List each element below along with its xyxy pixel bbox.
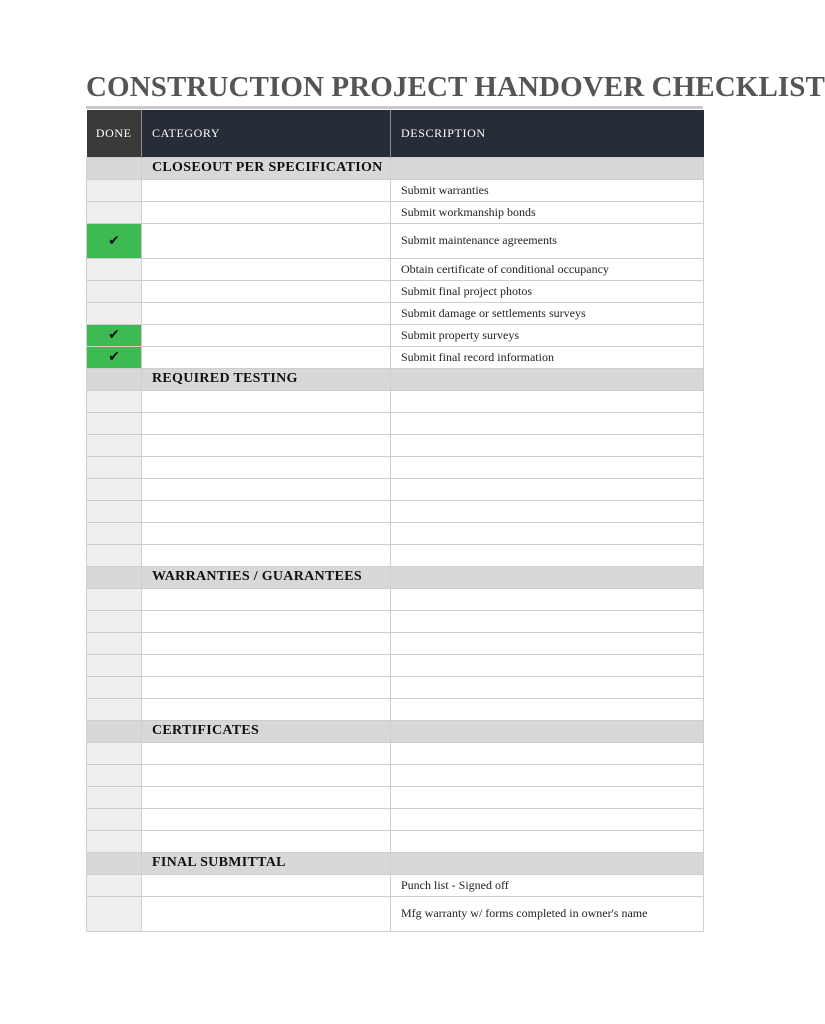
description-cell[interactable]	[391, 456, 704, 478]
description-cell[interactable]	[391, 632, 704, 654]
done-checkbox	[87, 368, 142, 390]
category-cell[interactable]	[142, 786, 391, 808]
handover-checklist-table	[86, 110, 704, 932]
category-cell[interactable]	[142, 588, 391, 610]
section-row	[87, 852, 704, 874]
done-checkbox-checked[interactable]	[87, 324, 142, 346]
description-cell	[391, 566, 704, 588]
checklist-row	[87, 698, 704, 720]
done-checkbox	[87, 720, 142, 742]
done-checkbox[interactable]	[87, 412, 142, 434]
checklist-row	[87, 346, 704, 368]
checklist-row	[87, 302, 704, 324]
done-checkbox[interactable]	[87, 610, 142, 632]
description-cell[interactable]: Submit workmanship bonds	[391, 201, 704, 223]
checkmark-icon: ✔	[108, 349, 120, 365]
checklist-row	[87, 654, 704, 676]
description-cell[interactable]	[391, 434, 704, 456]
section-row	[87, 368, 704, 390]
done-checkbox[interactable]	[87, 522, 142, 544]
checklist-row	[87, 478, 704, 500]
done-checkbox[interactable]	[87, 201, 142, 223]
checklist-row	[87, 201, 704, 223]
description-column-header: DESCRIPTION	[391, 110, 704, 157]
checklist-row	[87, 830, 704, 852]
description-cell[interactable]: Submit damage or settlements surveys	[391, 302, 704, 324]
done-checkbox[interactable]	[87, 500, 142, 522]
category-cell[interactable]	[142, 522, 391, 544]
description-cell[interactable]	[391, 412, 704, 434]
section-row	[87, 566, 704, 588]
description-cell[interactable]	[391, 742, 704, 764]
description-cell[interactable]	[391, 500, 704, 522]
checklist-row	[87, 808, 704, 830]
checklist-row	[87, 434, 704, 456]
category-cell[interactable]	[142, 764, 391, 786]
checklist-row	[87, 632, 704, 654]
category-cell[interactable]	[142, 258, 391, 280]
description-cell	[391, 368, 704, 390]
checklist-row	[87, 874, 704, 896]
done-checkbox[interactable]	[87, 874, 142, 896]
category-cell[interactable]	[142, 456, 391, 478]
checklist-row	[87, 223, 704, 258]
category-cell[interactable]	[142, 830, 391, 852]
checklist-row	[87, 500, 704, 522]
done-checkbox[interactable]	[87, 179, 142, 201]
done-checkbox[interactable]	[87, 456, 142, 478]
description-cell[interactable]	[391, 764, 704, 786]
description-cell[interactable]	[391, 588, 704, 610]
checkmark-icon: ✔	[108, 232, 120, 249]
category-cell[interactable]	[142, 632, 391, 654]
category-cell[interactable]	[142, 346, 391, 368]
done-checkbox[interactable]	[87, 786, 142, 808]
done-checkbox[interactable]	[87, 280, 142, 302]
done-checkbox[interactable]	[87, 698, 142, 720]
description-cell	[391, 852, 704, 874]
category-cell[interactable]	[142, 390, 391, 412]
category-column-header: CATEGORY	[142, 110, 391, 157]
checklist-body	[87, 157, 704, 931]
category-cell[interactable]	[142, 896, 391, 931]
description-cell[interactable]: Submit final record information	[391, 346, 704, 368]
header-row	[87, 110, 704, 157]
description-cell[interactable]: Punch list - Signed off	[391, 874, 704, 896]
category-cell[interactable]	[142, 179, 391, 201]
category-cell[interactable]	[142, 434, 391, 456]
checklist-row	[87, 896, 704, 931]
category-cell[interactable]	[142, 302, 391, 324]
description-cell[interactable]: Mfg warranty w/ forms completed in owner's name	[391, 896, 704, 931]
section-row	[87, 157, 704, 179]
done-checkbox	[87, 566, 142, 588]
title-bar	[86, 70, 825, 109]
description-cell[interactable]	[391, 390, 704, 412]
done-checkbox[interactable]	[87, 544, 142, 566]
category-cell[interactable]	[142, 324, 391, 346]
description-cell[interactable]	[391, 830, 704, 852]
description-cell[interactable]	[391, 698, 704, 720]
section-row	[87, 720, 704, 742]
done-checkbox[interactable]	[87, 830, 142, 852]
done-checkbox[interactable]	[87, 632, 142, 654]
category-cell[interactable]	[142, 500, 391, 522]
category-cell[interactable]	[142, 698, 391, 720]
checklist-row	[87, 544, 704, 566]
section-title: CLOSEOUT PER SPECIFICATION	[142, 157, 391, 179]
done-checkbox[interactable]	[87, 588, 142, 610]
done-checkbox[interactable]	[87, 742, 142, 764]
description-cell[interactable]: Submit property surveys	[391, 324, 704, 346]
checklist-row	[87, 742, 704, 764]
description-cell[interactable]: Obtain certificate of conditional occupancy	[391, 258, 704, 280]
checklist-row	[87, 764, 704, 786]
done-column-header: DONE	[87, 110, 142, 157]
done-checkbox[interactable]	[87, 302, 142, 324]
checklist-row	[87, 588, 704, 610]
description-cell[interactable]: Submit maintenance agreements	[391, 223, 704, 258]
done-checkbox[interactable]	[87, 676, 142, 698]
category-cell[interactable]	[142, 610, 391, 632]
page-title: CONSTRUCTION PROJECT HANDOVER CHECKLIST	[86, 71, 825, 103]
description-cell[interactable]: Submit warranties	[391, 179, 704, 201]
done-checkbox[interactable]	[87, 896, 142, 931]
checklist-row	[87, 390, 704, 412]
checkmark-icon: ✔	[108, 327, 120, 343]
done-checkbox[interactable]	[87, 478, 142, 500]
description-cell[interactable]	[391, 610, 704, 632]
done-checkbox[interactable]	[87, 258, 142, 280]
category-cell[interactable]	[142, 654, 391, 676]
done-checkbox[interactable]	[87, 434, 142, 456]
done-checkbox[interactable]	[87, 764, 142, 786]
category-cell[interactable]	[142, 742, 391, 764]
done-checkbox-checked[interactable]	[87, 223, 142, 258]
category-cell[interactable]	[142, 808, 391, 830]
description-cell[interactable]	[391, 478, 704, 500]
checklist-row	[87, 412, 704, 434]
section-title: CERTIFICATES	[142, 720, 391, 742]
checklist-row	[87, 610, 704, 632]
category-cell[interactable]	[142, 544, 391, 566]
section-title: WARRANTIES / GUARANTEES	[142, 566, 391, 588]
done-checkbox[interactable]	[87, 808, 142, 830]
section-title: FINAL SUBMITTAL	[142, 852, 391, 874]
done-checkbox	[87, 157, 142, 179]
done-checkbox	[87, 852, 142, 874]
done-checkbox[interactable]	[87, 654, 142, 676]
category-cell[interactable]	[142, 280, 391, 302]
description-cell	[391, 720, 704, 742]
description-cell[interactable]	[391, 676, 704, 698]
category-cell[interactable]	[142, 223, 391, 258]
category-cell[interactable]	[142, 201, 391, 223]
description-cell[interactable]	[391, 544, 704, 566]
checklist-row	[87, 324, 704, 346]
category-cell[interactable]	[142, 478, 391, 500]
category-cell[interactable]	[142, 676, 391, 698]
done-checkbox-checked[interactable]	[87, 346, 142, 368]
description-cell[interactable]: Submit final project photos	[391, 280, 704, 302]
category-cell[interactable]	[142, 412, 391, 434]
done-checkbox[interactable]	[87, 390, 142, 412]
checklist-row	[87, 456, 704, 478]
description-cell[interactable]	[391, 522, 704, 544]
description-cell[interactable]	[391, 808, 704, 830]
description-cell[interactable]	[391, 654, 704, 676]
description-cell	[391, 157, 704, 179]
checklist-row	[87, 179, 704, 201]
checklist-row	[87, 280, 704, 302]
description-cell[interactable]	[391, 786, 704, 808]
checklist-row	[87, 786, 704, 808]
checklist-row	[87, 522, 704, 544]
section-title: REQUIRED TESTING	[142, 368, 391, 390]
checklist-row	[87, 676, 704, 698]
category-cell[interactable]	[142, 874, 391, 896]
checklist-row	[87, 258, 704, 280]
